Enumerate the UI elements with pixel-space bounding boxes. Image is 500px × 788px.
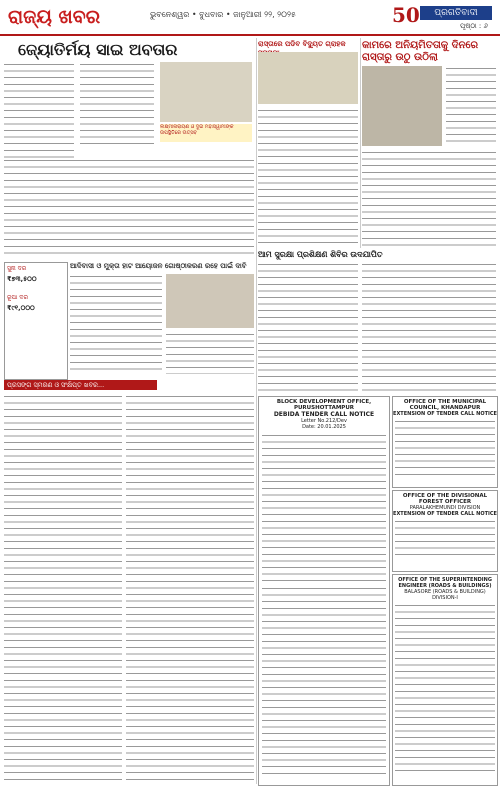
tender3-title: OFFICE OF THE DIVISIONAL FOREST OFFICER [402,493,488,505]
tender1-block: BLOCK DEVELOPMENT OFFICE, PURUSHOTTAMPUR [276,399,372,411]
tender2-sub: EXTENSION OF TENDER CALL NOTICE [393,411,497,417]
tender-notice-1 [258,396,390,786]
brief-col1 [4,394,122,784]
page-header [0,0,500,36]
main-headline: ଜ୍ୟୋତିର୍ମୟ ସାଇ ଅବତାର [18,40,178,59]
bottom-headline: ଆଦିବାସୀ ଓ ମୁକ୍ତା ହାଟ ଆୟୋଜନ ଗୋଷ୍ଠୀକରଣ ରହେ ପାଇଁ ଦାବି [70,262,247,270]
story-photo [160,62,252,122]
silver-value: ₹୯୧,୦୦୦ [7,304,35,312]
page-number: ପୃଷ୍ଠା : ୬ [460,22,488,30]
right-story-col1 [446,66,496,146]
column-rule [256,38,257,784]
main-story-body [4,158,254,256]
right-headline: କାମରେ ଅନିୟମିତତାକୁ ଦିନରେ ରାସ୍ତାରୁ ଉଠୁ ଉଠିଲା [362,40,479,63]
tender1-date: Date: 20.01.2025 [302,424,346,430]
tender2-title: OFFICE OF THE MUNICIPAL COUNCIL, KHANDAPUR [403,399,487,411]
tender2-body [395,419,495,475]
tender-notice-4 [392,574,498,786]
center-headline: ଆମ ସୁରକ୍ଷା ପ୍ରଶିକ୍ଷଣ ଶିବିର ଉଦଯାପିତ [258,250,383,259]
center-story-col1 [258,262,358,392]
center-story-col2 [362,262,496,392]
main-story-col2 [80,62,154,144]
mid-photo [258,52,358,104]
tender1-title: DEBIDA TENDER CALL NOTICE [273,411,375,418]
silver-label: ରୂପା ଦର [7,294,28,301]
date-line: ଭୁବନେଶ୍ୱର • ବୁଧବାର • ଜାନୁଆରୀ ୨୨, ୨୦୨୫ [150,10,296,19]
section-heading: ପ୍ରସଙ୍ଗ ସ୍ମରଣ ଓ ସଂକ୍ଷିପ୍ତ ଖବର... [4,380,157,390]
highlight-box: ଲକ୍ଷ୍ମୀନାରାୟଣ ଓ ଦୁଇ ମହାସ୍ୱାମୀଙ୍କ ଉପସ୍ଥିତିରେ ଉତ୍ସବ [160,124,252,142]
tender4-title: OFFICE OF THE SUPERINTENDING ENGINEER (ROADS & BUILDINGS) [398,577,492,589]
bottom-story-col1 [70,274,162,374]
tender3-sub: PARALAKHEMUNDI DIVISION [409,505,481,511]
gold-value: ₹୭୩,୫୦୦ [7,275,37,283]
tender4-sub: BALASORE (ROADS & BUILDING) DIVISION-I [404,589,486,601]
newspaper-brand: ପ୍ରଗତିବାଦୀ [420,6,492,20]
right-photo [362,66,442,146]
tender-notice-2 [392,396,498,488]
tender3-body [395,519,495,559]
anniversary-logo: 50 [392,3,420,27]
bottom-story-col2 [166,332,254,374]
tender-notice-3 [392,490,498,572]
market-rates [4,262,68,380]
tender3-ext: EXTENSION OF TENDER CALL NOTICE [393,511,497,517]
section-title: ରାଜ୍ୟ ଖବର [8,6,101,28]
tender4-body [395,603,495,773]
tender1-sub: Letter No.212/Dev [301,418,347,424]
gold-label: ସୁନା ଦର [7,265,27,272]
tender1-terms [262,586,386,776]
brief-col2 [126,394,254,784]
bottom-photo [166,274,254,328]
right-story-body [362,150,496,246]
main-story-col1 [4,62,74,158]
mid-story-body [258,108,358,246]
column-rule [360,38,361,248]
mid-headline: ରାସ୍ତାରେ ପଡିବ ବିଦ୍ୟୁତ ଗ୍ରାହକ [258,40,346,48]
tender1-table [262,433,386,583]
